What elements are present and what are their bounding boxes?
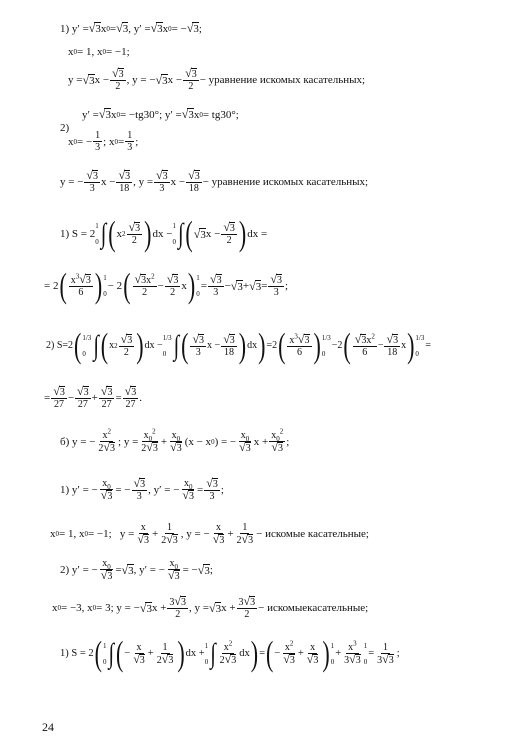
eq-line-9: = √ $\frac{3}{27}$ − √ $\frac{3}{27}$ + √ $\frac{3}{27}$ = √ $\frac{3}{27}$ . [44,386,142,410]
eq-line-3: y = √ 3 x − √ $\frac{3}{2}$ , y = − √ 3 x − √ $\frac{3}{2}$ − уравнение искомых касательных; [68,68,365,92]
eq-line-12: x 0 = 1, x 0 = −1; y = x √ 3 + $\frac{1}{2√ 3}$ , y = − x √ 3 + $\frac{1}{2√ 3}$ − искомые касательные; [50,522,369,546]
eq-line-14: x 0 = −3, x 0 = 3; y = − √ 3 x + $\frac{3√ 3}{2}$ , y = √ 3 x + $\frac{3√ 3}{2}$ − искомыекасательные; [52,596,368,620]
eq-line-5: y = − √ $\frac{3}{3}$ x − √ $\frac{3}{18}$ , y = √ $\frac{3}{3}$ x − √ $\frac{3}{18}$ − уравнение искомых касательных; [60,170,368,194]
eq-line-4b: 2) [60,122,70,134]
eq-line-13: 2) y′ = − $x_0$ √ 3 = √ 3 , y′ = − $x_0$ √ 3 = − √ 3 ; [60,558,213,582]
eq-line-8: 2) S=2 ( 1/3 0 ∫ ( x 2 √ $\frac{3}{2}$ ) dx − 1/3 0 ∫ ( √ $\frac{3}{3}$ x − √ $\frac{3}{18}$ ) dx ) =2 ( $\frac{x^3√ 3}{6}$ ) 1/3 0 −2 ( √ $\frac{3x^2}{6}$ − √ $\frac{3}{18}$ x ) 1/3 0 = [46,334,431,358]
eq-line-6: 1) S = 2 1 0 ∫ ( x 2 √ $\frac{3}{2}$ ) dx − 1 0 ∫ ( √ 3 x − √ $\frac{3}{2}$ ) dx = [60,222,267,246]
eq-line-1: 1) y′ = √ 3 x 0 = √ 3 , y′ = √ 3 x 0 = − √ 3 ; [60,22,202,35]
eq-line-15: 1) S = 2 ( 1 0 ∫ ( − x √ 3 + $\frac{1}{2√ 3}$ ) dx + 1 0 ∫ $\frac{x^2}{2√ 3}$ dx ) = ( − $x^2$ √ 3 + x √ 3 ) 1 0 + $\frac{x^3}{3√ 3}$ 1 0 = $\frac{1}{3√ 3}$ ; [60,642,400,666]
eq-line-4c: x 0 = − $\frac{1}{3}$ ; x 0 = $\frac{1}{3}$ ; [68,130,139,153]
eq-line-4a: y′ = √ 3 x 0 = −tg30°; y′ = √ 3 x 0 = tg30°; [82,108,239,121]
eq-line-11: 1) y′ = − $x_0$ √ 3 = − √ $\frac{3}{3}$ , y′ = − $x_0$ √ 3 = √ $\frac{3}{3}$ ; [60,478,224,502]
eq-line-2: x 0 = 1, x 0 = −1; [68,46,130,58]
eq-line-10: б) y = − $\frac{x^2}{2√ 3}$ ; y = $\frac{x_0^2}{2√ 3}$ + $x_0$ √ 3 (x − x 0 ) = − $x_0$ √ 3 x + $x_0^2$ √ 3 ; [60,430,289,454]
page-number: 24 [42,720,54,734]
eq-line-7: = 2 ( $\frac{x^3√ 3}{6}$ ) 1 0 − 2 ( √ $\frac{3x^2}{2}$ − √ $\frac{3}{2}$ x ) 1 0 = √ $\frac{3}{3}$ − √ 3 + √ 3 = √ $\frac{3}{3}$ ; [44,274,288,298]
